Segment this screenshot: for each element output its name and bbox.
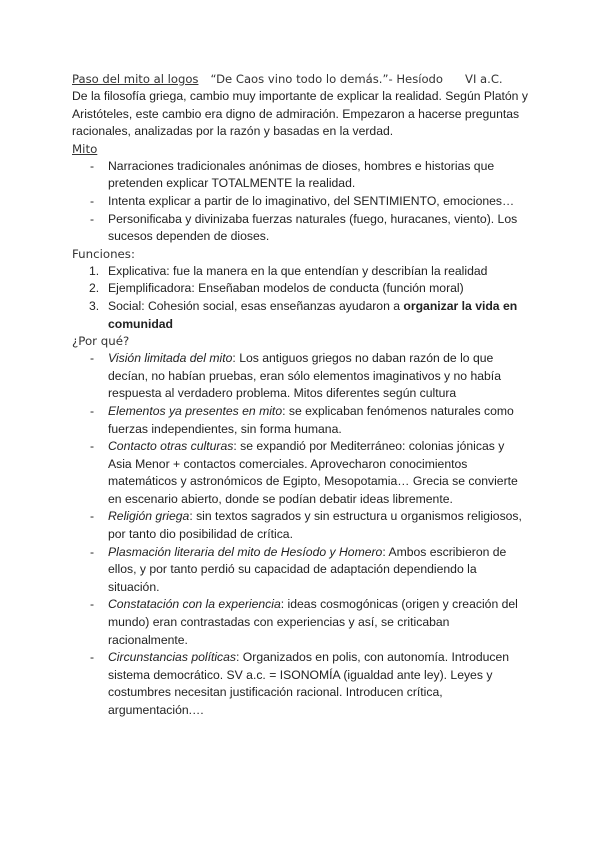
reason-text: Los antiguos griegos no daban razón de lo que <box>235 351 494 366</box>
reason-text: Organizados en polis, con autonomía. Introducen <box>239 650 510 665</box>
item-line: fuerzas independientes, sin forma humana. <box>108 421 342 436</box>
dash-bullet: - <box>90 403 95 418</box>
reason-title: Circunstancias políticas <box>108 650 237 665</box>
list-number: 2. <box>89 281 100 296</box>
item-line: matemáticos y astronómicos de Egipto, Mesopotamia… Grecia se convierte <box>108 474 518 489</box>
por-que-heading: ¿Por qué? <box>72 334 130 349</box>
dash-bullet: - <box>90 439 95 454</box>
item-line: Personificaba y divinizaba fuerzas naturales (fuego, huracanes, viento). Los <box>108 211 518 226</box>
title-row <box>72 70 532 88</box>
intro-line: Aristóteles, este cambio era digno de admiración. Empezaron a hacerse preguntas <box>72 106 520 121</box>
list-item <box>72 211 532 246</box>
list-item <box>72 508 532 543</box>
item-line <box>108 508 532 526</box>
item-line: decían, no habían pruebas, eran sólo elementos imaginativos y no había <box>108 368 501 383</box>
item-line <box>108 298 532 316</box>
dash-bullet: - <box>90 509 95 524</box>
item-line <box>108 403 532 421</box>
bold-phrase: organizar la vida en <box>403 298 518 313</box>
item-line: Intenta explicar a partir de lo imaginativo, del SENTIMIENTO, emociones… <box>108 193 515 208</box>
por-que-list <box>72 350 532 719</box>
item-line: Asia Menor + contactos comerciales. Aprovecharon conocimientos <box>108 456 468 471</box>
hesiod-quote: “De Caos vino todo lo demás.”- Hesíodo <box>210 72 444 86</box>
reason-text: sin textos sagrados y sin estructura u organismos religiosos, <box>192 509 522 524</box>
reason-title: Visión limitada del mito <box>108 351 233 366</box>
item-line: sucesos dependen de dioses. <box>108 229 270 244</box>
bold-phrase: comunidad <box>108 316 174 331</box>
reason-separator: : <box>233 439 237 454</box>
dash-bullet: - <box>90 211 95 226</box>
item-line <box>108 596 532 614</box>
item-line: racionalmente. <box>108 632 188 647</box>
intro-paragraph <box>72 88 532 141</box>
dash-bullet: - <box>90 597 95 612</box>
item-line: mundo) eran contrastadas con experiencias y así, se criticaban <box>108 615 450 630</box>
list-number: 1. <box>89 263 100 278</box>
list-item <box>72 263 532 281</box>
dash-bullet: - <box>90 158 95 173</box>
reason-title: Plasmación literaria del mito de Hesíodo y Homero <box>108 544 383 559</box>
dash-bullet: - <box>90 351 95 366</box>
item-line <box>108 544 532 562</box>
reason-separator: : <box>189 509 193 524</box>
item-line <box>108 649 532 667</box>
reason-separator: : <box>382 544 386 559</box>
reason-text: ideas cosmogónicas (origen y creación del <box>284 597 518 612</box>
list-item <box>72 298 532 333</box>
dash-bullet: - <box>90 650 95 665</box>
dash-bullet: - <box>90 544 95 559</box>
funciones-list <box>72 263 532 333</box>
list-item <box>72 649 532 719</box>
century-label: VI a.C. <box>465 72 503 86</box>
item-line: Explicativa: fue la manera en la que entendían y describían la realidad <box>108 263 488 278</box>
item-line: situación. <box>108 579 160 594</box>
item-line <box>108 350 532 368</box>
mito-list <box>72 158 532 246</box>
reason-separator: : <box>282 403 286 418</box>
list-item <box>72 544 532 597</box>
reason-separator: : <box>236 650 240 665</box>
list-item <box>72 596 532 649</box>
item-line: ellos, y por tanto perdió su capacidad de adaptación dependiendo la <box>108 562 477 577</box>
reason-separator: : <box>280 597 285 612</box>
reason-text: Ambos escribieron de <box>385 544 507 559</box>
item-line: Ejemplificadora: Enseñaban modelos de conducta (función moral) <box>108 281 464 296</box>
list-number: 3. <box>89 298 100 313</box>
reason-title: Constatación con la experiencia <box>108 597 281 612</box>
list-item <box>72 403 532 438</box>
item-line: argumentación.… <box>108 703 205 717</box>
intro-line: racionales, analizadas por la razón y basadas en la verdad. <box>72 124 394 139</box>
list-item <box>72 280 532 298</box>
item-text: Social: Cohesión social, esas enseñanzas ayudaron a <box>108 298 404 313</box>
list-item <box>72 438 532 508</box>
intro-line: De la filosofía griega, cambio muy importante de explicar la realidad. Según Platón y <box>72 89 528 103</box>
list-item <box>72 193 532 211</box>
dash-bullet: - <box>90 193 95 208</box>
reason-title: Religión griega <box>108 509 190 524</box>
item-line <box>108 438 532 456</box>
mito-heading: Mito <box>72 141 98 156</box>
reason-separator: : <box>232 351 236 366</box>
item-line: pretenden explicar TOTALMENTE la realidad. <box>108 176 356 191</box>
reason-text: se explicaban fenómenos naturales como <box>285 403 514 418</box>
funciones-heading: Funciones: <box>72 246 135 261</box>
list-item <box>72 350 532 403</box>
item-line: Narraciones tradicionales anónimas de dioses, hombres e historias que <box>108 158 495 173</box>
item-line: por tanto dio posibilidad de crítica. <box>108 527 293 542</box>
document-title: Paso del mito al logos <box>72 72 199 86</box>
item-line: respuesta al verdadero problema. Mitos diferentes según cultura <box>108 386 457 401</box>
list-item <box>72 158 532 193</box>
item-line <box>108 316 532 334</box>
reason-title: Elementos ya presentes en mito <box>108 403 283 418</box>
reason-text: se expandió por Mediterráneo: colonias jónicas y <box>236 439 505 454</box>
item-line: en escenario abierto, donde se podían debatir ideas libremente. <box>108 491 453 506</box>
item-line: costumbres necesitan justificación racional. Introducen crítica, <box>108 685 443 700</box>
item-line: sistema democrático. SV a.c. = ISONOMÍA (igualdad ante ley). Leyes y <box>108 667 493 682</box>
reason-title: Contacto otras culturas <box>108 439 234 454</box>
document-page <box>72 70 532 720</box>
